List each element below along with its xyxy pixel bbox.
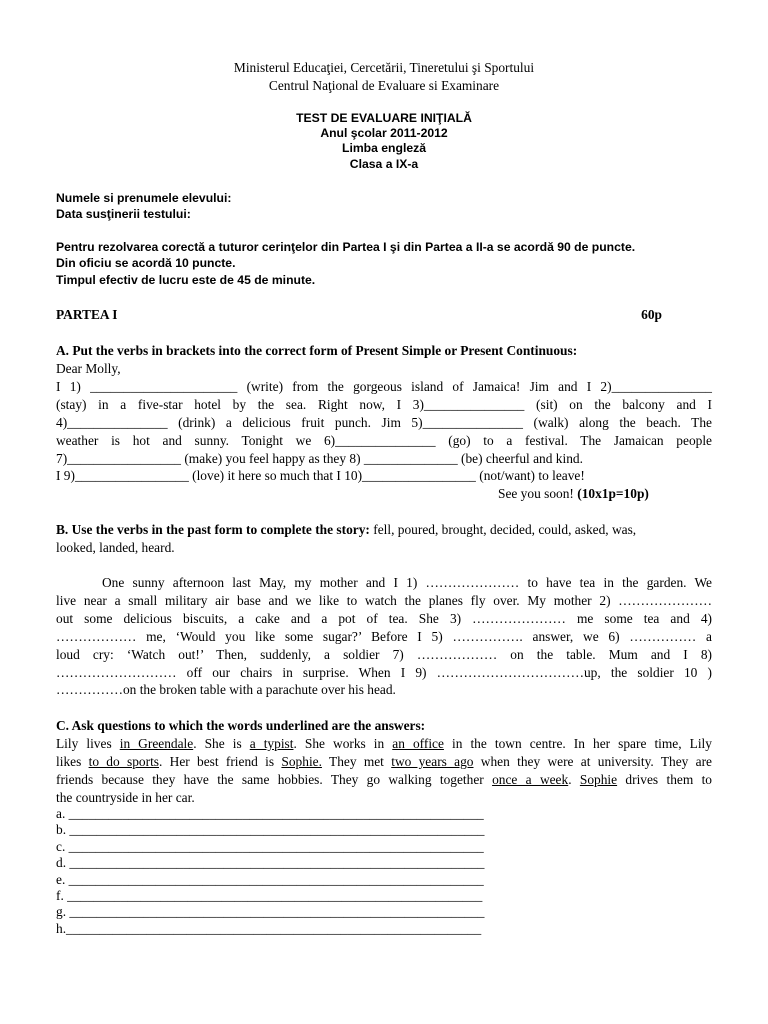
story-line-3: out some delicious biscuits, a cake and a pot of tea. She 3) ………………… me some tea and 4) (56, 611, 712, 626)
passage-text: They met (321, 754, 392, 769)
passage-text: friends because they have the same hobbies. They go walking together (56, 772, 493, 787)
subject: Limba engleză (342, 141, 426, 155)
answer-line-a[interactable]: a. ______________________________________________________________ (56, 806, 484, 821)
ministry-line: Ministerul Educaţiei, Cercetării, Tineretului şi Sportului (233, 60, 535, 75)
section-b-words-2: looked, landed, heard. (56, 540, 175, 555)
student-name-label: Numele si prenumele elevului: (56, 191, 232, 205)
underlined-answer: Sophie (579, 772, 618, 787)
passage-text: . She is (193, 736, 250, 751)
story-line-7: ……………on the broken table with a parachute over his head. (56, 682, 396, 697)
letter-closing (498, 485, 718, 502)
underlined-answer: in Greendale (119, 736, 194, 751)
part1-points: 60p (641, 307, 662, 322)
section-b-words: fell, poured, brought, decided, could, asked, was, (369, 522, 637, 537)
passage-text: Lily lives (56, 736, 120, 751)
passage-text: . Her best friend is (159, 754, 282, 769)
section-b-title: B. Use the verbs in the past form to complete the story: (56, 522, 370, 537)
section-c-heading: C. Ask questions to which the words underlined are the answers: (56, 718, 426, 733)
exercise-a-line-3: 4)_______________ (drink) a delicious fruit punch. Jim 5)_______________ (walk) along the beach. The (56, 415, 712, 430)
answer-line-g[interactable]: g. ______________________________________________________________ (56, 904, 485, 920)
letter-greeting: Dear Molly, (56, 361, 121, 376)
underlined-answer: an office (392, 736, 444, 751)
passage-text: likes (56, 754, 89, 769)
exercise-a-line-6: I 9)_________________ (love) it here so much that I 10)_________________ (not/want) to leave! (56, 468, 585, 483)
answer-lines (56, 806, 712, 937)
story-line-6: ……………………… off our chairs in surprise. When I 9) ……………………………up, the soldier 10 ) (56, 665, 712, 680)
answer-line-b[interactable]: b. ______________________________________________________________ (56, 822, 485, 838)
exercise-a-line-4: weather is hot and sunny. Tonight we 6)_______________ (go) to a festival. The Jamaican people (56, 433, 712, 448)
passage-line-4: the countryside in her car. (56, 790, 195, 805)
exercise-a-line-2: (stay) in a five-star hotel by the sea. Right now, I 3)_______________ (sit) on the balcony and I (56, 397, 712, 412)
closing-text: See you soon! (498, 486, 574, 501)
answer-line-h[interactable]: h.______________________________________________________________ (56, 920, 482, 936)
center-line: Centrul Naţional de Evaluare si Examinare (268, 78, 500, 93)
answer-line-d[interactable]: d. ______________________________________________________________ (56, 855, 485, 871)
story-line-5: loud cry: ‘Watch out!’ Then, suddenly, a soldier 7) ……………… on the table. Mum and I 8) (56, 647, 712, 662)
school-year: Anul şcolar 2011-2012 (320, 126, 448, 140)
passage-line-3 (56, 771, 712, 788)
exercise-a-line-5: 7)_________________ (make) you feel happy as they 8) ______________ (be) cheerful and kind. (56, 451, 583, 466)
answer-line-e[interactable]: e. ______________________________________________________________ (56, 871, 484, 887)
instruction-points: Pentru rezolvarea corectă a tuturor cerinţelor din Partea I şi din Partea a II-a se acordă 90 de puncte. Din oficiu se acordă 10 puncte. (56, 240, 636, 270)
exercise-a-line-1: I 1) ______________________ (write) from the gorgeous island of Jamaica! Jim and I 2)_______________ (56, 379, 712, 394)
test-title: TEST DE EVALUARE INIŢIALĂ (296, 111, 472, 125)
underlined-answer: two years ago (391, 754, 474, 769)
underlined-answer: a typist (249, 736, 294, 751)
underlined-answer: Sophie. (281, 754, 322, 769)
passage-text: when they were at university. They are (473, 754, 712, 769)
story-line-2: live near a small military air base and we like to watch the planes fly over. My mother 2) ………………… (56, 593, 712, 608)
part1-title: PARTEA I (56, 307, 118, 322)
grade: Clasa a IX-a (349, 157, 419, 171)
section-b-heading (56, 521, 712, 538)
story-line-1: One sunny afternoon last May, my mother and I 1) ………………… to have tea in the garden. We (102, 575, 712, 590)
answer-line-f[interactable]: f. ______________________________________________________________ (56, 888, 483, 904)
section-a-score: (10x1p=10p) (577, 486, 649, 501)
passage-line-1 (56, 735, 712, 752)
underlined-answer: to do sports (88, 754, 159, 769)
test-date-label: Data susţinerii testului: (56, 207, 191, 221)
passage-text: . She works in (293, 736, 393, 751)
passage-line-2 (56, 753, 712, 770)
answer-line-c[interactable]: c. ______________________________________________________________ (56, 838, 484, 854)
document-page (56, 0, 712, 1024)
passage-text: . (568, 772, 580, 787)
section-a-heading: A. Put the verbs in brackets into the correct form of Present Simple or Present Continuous: (56, 343, 578, 358)
part1-header (56, 306, 662, 323)
passage-text: in the town centre. In her spare time, Lily (443, 736, 712, 751)
passage-text: drives them to (617, 772, 712, 787)
story-line-4: ……………… me, ‘Would you like some sugar?’ Before I 5) ……………. answer, we 6) …………… a (56, 629, 712, 644)
instruction-time: Timpul efectiv de lucru este de 45 de minute. (56, 273, 316, 287)
underlined-answer: once a week (492, 772, 569, 787)
